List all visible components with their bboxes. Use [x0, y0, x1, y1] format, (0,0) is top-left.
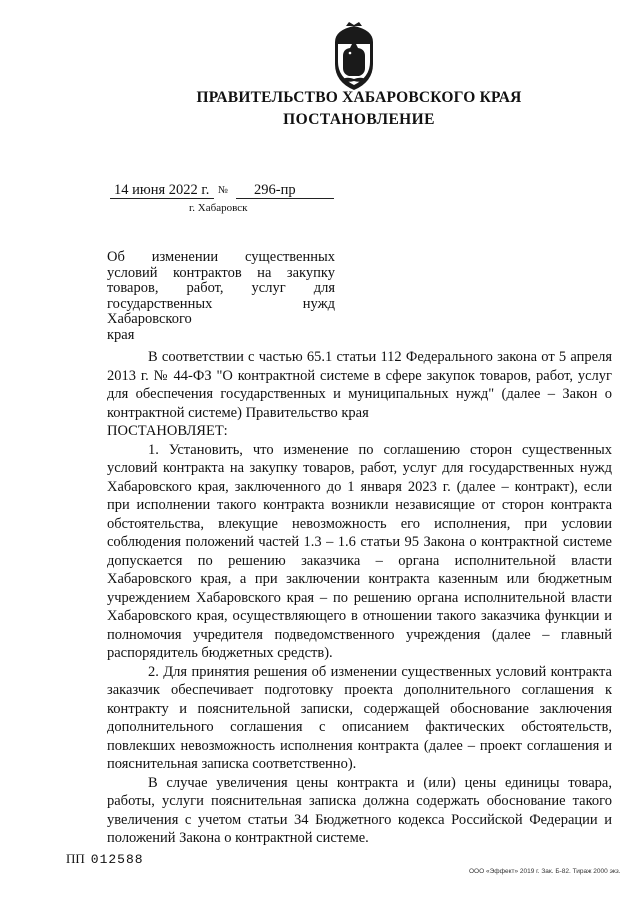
form-prefix: ПП: [66, 851, 85, 866]
organization-title: ПРАВИТЕЛЬСТВО ХАБАРОВСКОГО КРАЯ: [196, 89, 522, 106]
form-code: [66, 851, 144, 867]
decree-heading: ПОСТАНОВЛЯЕТ:: [107, 423, 228, 439]
clause-1-paragraph: 1. Установить, что изменение по соглашению сторон существенных условий контракта на закупку товаров, работ, услуг для государственных нужд Хабаровского края, заключенного до 1 января 2023 г. (далее – контракт), если при исполнении такого контракта возникли независящие от сторон контракта обстоятельства, влекущие невозможность его исполнения, при условии соблюдения положений частей 1.3 – 1.6 статьи 95 Закона о контрактной системе допускается по решению заказчика – органа исполнительной власти Хабаровского края, а при заключении контракта казенным или бюджетным учреждением Хабаровского края – по решению органа исполнительной власти Хабаровского края, осуществляющего в отношении такого заказчика функции и полномочия учредителя подведомственного учреждения (далее – главный распорядитель бюджетных средств).: [107, 441, 612, 661]
printer-note: ООО «Эффект» 2019 г. Зак. Б-82. Тираж 2000 экз.: [469, 868, 621, 875]
preamble-paragraph: В соответствии с частью 65.1 статьи 112 Федерального закона от 5 апреля 2013 г. № 44-ФЗ "О контрактной системе в сфере закупок товаров, работ, услуг для обеспечения государственных и муниципальных нужд" (далее – Закон о контрактной системе) Правительство края: [107, 349, 612, 421]
clause-2-continuation-paragraph: В случае увеличения цены контракта и (или) цены единицы товара, работы, услуги пояснительная записка должна содержать обоснование такого увеличения с учетом статьи 34 Бюджетного кодекса Российской Федерации и положений Закона о контрактной системе.: [107, 774, 612, 846]
number-underline: [236, 198, 334, 199]
subject-line: государственных нужд Хабаровского: [107, 295, 335, 327]
number-sign: №: [218, 185, 229, 196]
document-body: [107, 348, 612, 848]
subject-line: условий контрактов на закупку: [107, 264, 335, 281]
subject-line: товаров, работ, услуг для: [107, 280, 335, 296]
document-number: 296-пр: [254, 182, 296, 198]
subject-line: Об изменении существенных: [107, 249, 335, 265]
date-underline: [110, 198, 214, 199]
document-date: 14 июня 2022 г.: [114, 182, 210, 198]
document-subject: [107, 250, 335, 343]
form-number: 012588: [90, 852, 144, 867]
coat-of-arms-emblem: [329, 22, 379, 92]
clause-2-paragraph: 2. Для принятия решения об изменении существенных условий контракта заказчик обеспечивает подготовку проекта дополнительного соглашения к контракту и пояснительной записки, содержащей обоснование заключения дополнительного соглашения с описанием фактических обстоятельств, повлекших невозможность исполнения контракта (далее – проект соглашения и пояснительная записка соответственно).: [107, 663, 612, 772]
document-type: ПОСТАНОВЛЕНИЕ: [283, 111, 435, 128]
document-city: г. Хабаровск: [189, 202, 248, 214]
subject-line: края: [107, 326, 135, 343]
